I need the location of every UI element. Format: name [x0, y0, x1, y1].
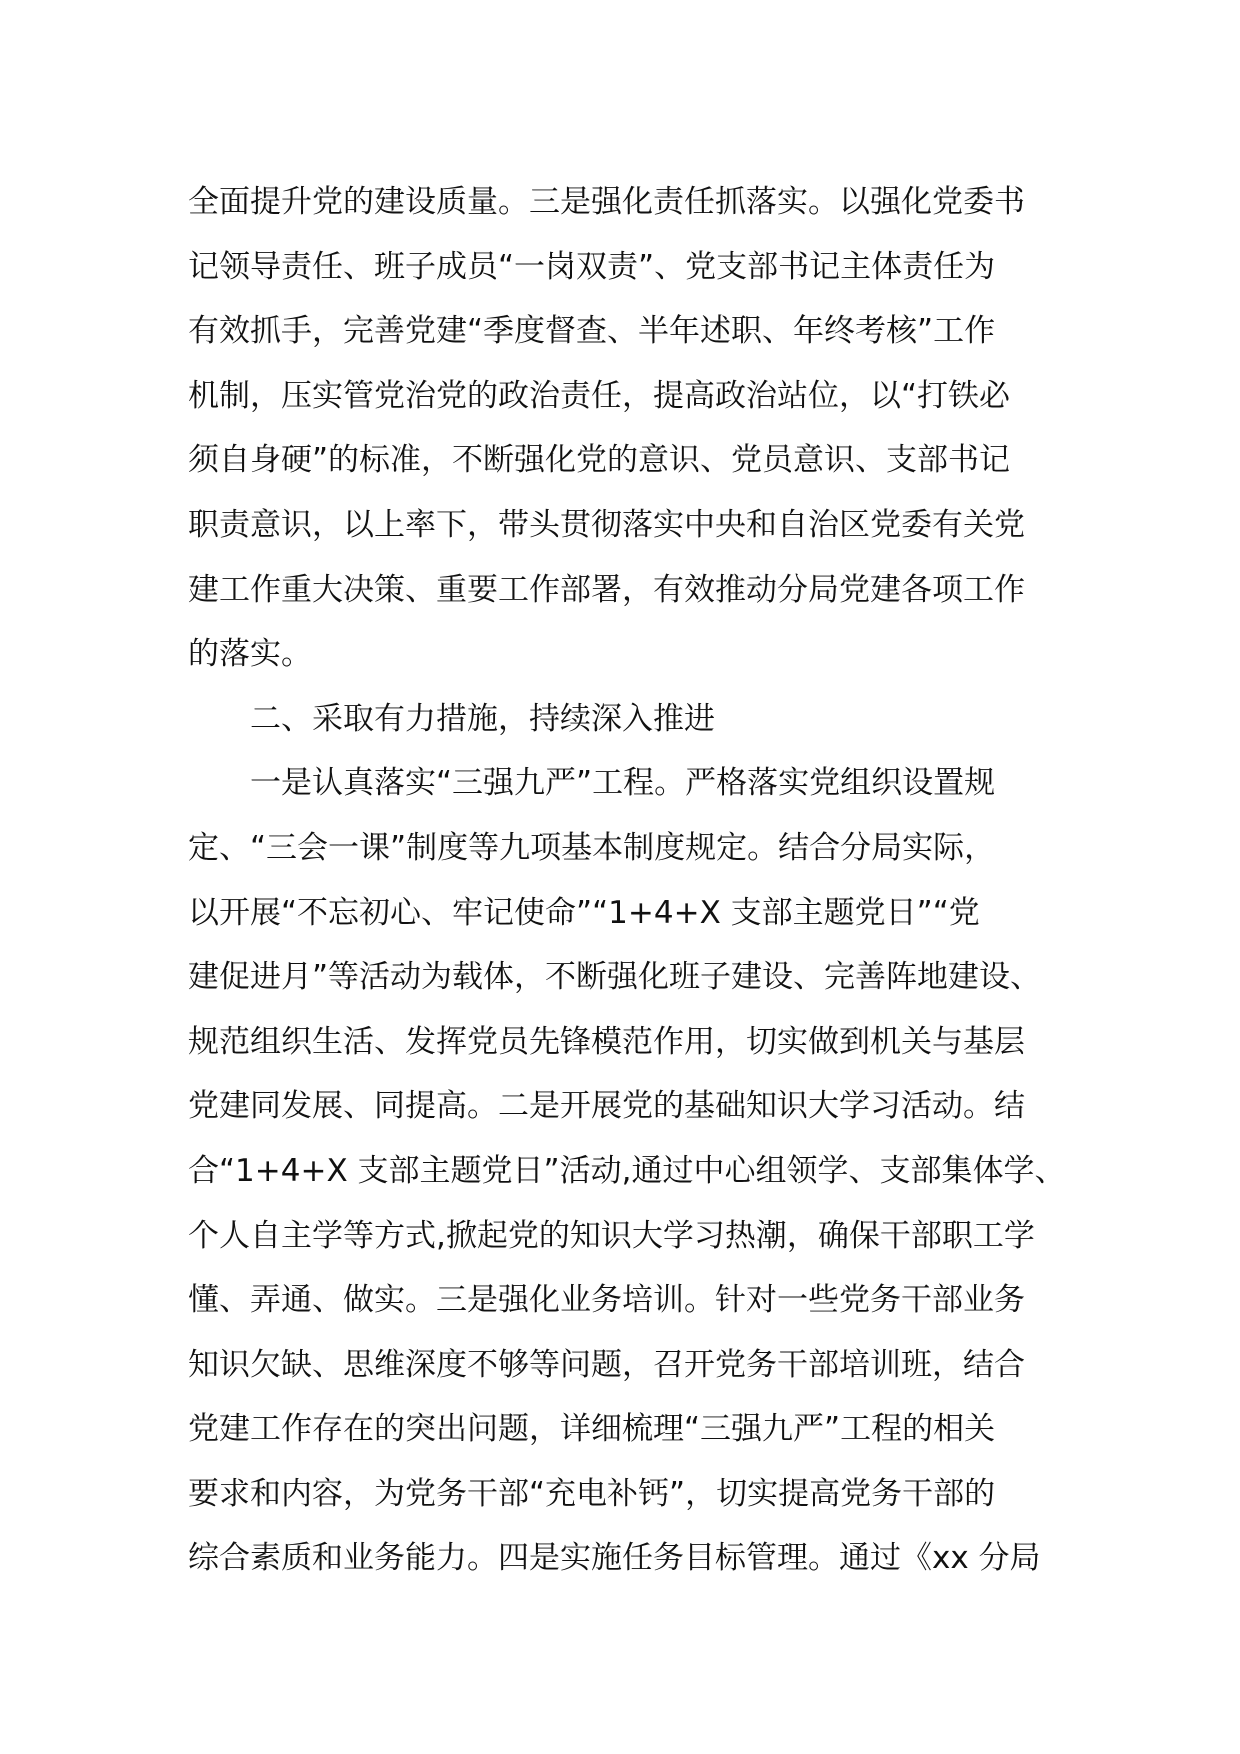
- text-line: 全面提升党的建设质量。三是强化责任抓落实。以强化党委书: [188, 184, 1025, 220]
- text-line: 建工作重大决策、重要工作部署，有效推动分局党建各项工作: [188, 571, 1025, 608]
- text-line: 定、“三会一课”制度等九项基本制度规定。结合分局实际，: [188, 829, 996, 866]
- text-line: 须自身硬”的标准，不断强化党的意识、党员意识、支部书记: [188, 442, 1011, 479]
- text-line: 记领导责任、班子成员“一岗双责”、党支部书记主体责任为: [188, 248, 996, 285]
- text-line: 有效抓手，完善党建“季度督查、半年述职、年终考核”工作: [188, 313, 996, 350]
- text-line: 知识欠缺、思维深度不够等问题，召开党务干部培训班，结合: [188, 1346, 1025, 1383]
- text-line: 要求和内容，为党务干部“充电补钙”，切实提高党务干部的: [188, 1475, 996, 1512]
- section-heading: 二、采取有力措施，持续深入推进: [250, 700, 715, 737]
- text-line: 以开展“不忘初心、牢记使命”“1+4+X 支部主题党日”“党: [188, 894, 980, 931]
- text-line: 综合素质和业务能力。四是实施任务目标管理。通过《xx 分局: [188, 1540, 1041, 1577]
- text-line: 的落实。: [188, 636, 312, 673]
- text-line: 职责意识，以上率下，带头贯彻落实中央和自治区党委有关党: [188, 506, 1025, 543]
- text-line: 建促进月”等活动为载体，不断强化班子建设、完善阵地建设、: [188, 959, 1042, 996]
- text-line: 个人自主学等方式,掀起党的知识大学习热潮，确保干部职工学: [188, 1217, 1035, 1254]
- text-line: 合“1+4+X 支部主题党日”活动,通过中心组领学、支部集体学、: [188, 1152, 1066, 1189]
- text-line: 机制，压实管党治党的政治责任，提高政治站位，以“打铁必: [188, 377, 1011, 414]
- text-line: 党建同发展、同提高。二是开展党的基础知识大学习活动。结: [188, 1088, 1025, 1125]
- text-line: 懂、弄通、做实。三是强化业务培训。针对一些党务干部业务: [188, 1282, 1025, 1319]
- text-line: 规范组织生活、发挥党员先锋模范作用，切实做到机关与基层: [188, 1023, 1025, 1060]
- paragraph-first-line: 一是认真落实“三强九严”工程。严格落实党组织设置规: [250, 765, 996, 802]
- text-line: 党建工作存在的突出问题，详细梳理“三强九严”工程的相关: [188, 1411, 996, 1448]
- document-body: [188, 170, 1068, 1591]
